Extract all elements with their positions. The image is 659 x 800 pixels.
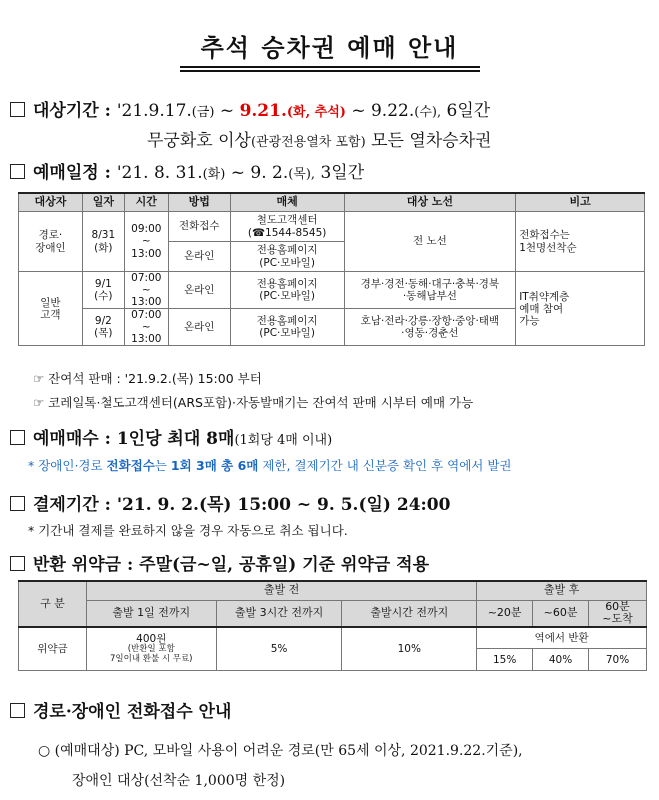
phone-booking-line2: 장애인 대상(선착순 1,000명 한정) (72, 773, 286, 789)
section-ticket-count (10, 424, 332, 449)
online-method: 온라인 (168, 272, 230, 309)
section-refund-fee (10, 550, 429, 575)
colon: : (121, 555, 140, 575)
note-part-bold: 1회 3매 총 6매 (170, 458, 259, 473)
checkbox-icon (10, 496, 25, 511)
bullet-icon: ○ (38, 743, 51, 759)
web-media: 전용홈페이지 (PC·모바일) (230, 309, 344, 346)
checkbox-icon (10, 430, 25, 445)
fee-1day (86, 627, 216, 671)
header-after-departure: 출발 후 (477, 581, 647, 600)
header-date: 일자 (82, 193, 124, 212)
max-tickets: 1인당 최대 8매 (116, 429, 235, 449)
section-booking-schedule (10, 158, 364, 183)
train-include: (관광전용열차 포함) (250, 135, 366, 150)
section-head: 결제기간 (33, 495, 99, 515)
period-start-day: (금) (191, 105, 215, 120)
note-channels: ☞ 코레일톡·철도고객센터(ARS포함)·자동발매기는 잔여석 판매 시부터 예매 가능 (33, 395, 474, 410)
schedule-start: '21. 8. 31. (116, 163, 203, 183)
section-head: 예매일정 (33, 163, 99, 183)
senior-time (124, 212, 168, 272)
colon: : (98, 101, 117, 121)
period-start: '21.9.17. (116, 101, 192, 121)
period-length: 6일간 (441, 101, 491, 121)
header-1day-before: 출발 1일 전까지 (86, 600, 216, 627)
payment-note: * 기간내 결제를 완료하지 않을 경우 자동으로 취소 됩니다. (28, 523, 348, 538)
header-time: 시간 (124, 193, 168, 212)
fee-arrival: 70% (589, 649, 647, 671)
time-start: 07:00 (131, 309, 162, 322)
header-60min: ~60분 (533, 600, 589, 627)
title-underline-2 (180, 70, 480, 72)
time-end: 13:00 (131, 247, 162, 260)
day1-date: 9/1 (수) (82, 272, 124, 309)
it-note: IT취약계층 예매 참여 가능 (516, 272, 645, 346)
header-notes: 비고 (516, 193, 645, 212)
general-cell: 일반 고객 (19, 272, 83, 346)
holiday-date: 9.21. (239, 101, 287, 121)
page-title: 추석 승차권 예매 안내 (200, 34, 459, 62)
row-fee-label: 위약금 (19, 627, 87, 671)
web-media: 전용홈페이지 (PC·모바일) (230, 242, 344, 272)
time-end: 13:00 (131, 333, 162, 346)
tilde: ~ (225, 163, 251, 183)
phone-media: 철도고객센터 (☎1544-8545) (230, 212, 344, 242)
fee-exception: (반환일 포함 7일이내 환불 시 무료) (109, 644, 193, 665)
note-part: 제한, 결제기간 내 신분증 확인 후 역에서 발권 (258, 458, 512, 473)
day1-time (124, 272, 168, 309)
time-start: 09:00 (131, 223, 162, 236)
schedule-length: 3일간 (315, 163, 365, 183)
checkbox-icon (10, 102, 25, 117)
time-end: 13:00 (131, 296, 162, 309)
fee-60min: 40% (533, 649, 589, 671)
payment-range: '21. 9. 2.(목) 15:00 ~ 9. 5.(일) 24:00 (116, 495, 451, 515)
header-60min-arrival: 60분 ~도착 (589, 600, 647, 627)
senior-cell: 경로· 장애인 (19, 212, 83, 272)
fee-departure: 10% (342, 627, 477, 671)
phone-limit-note (28, 456, 512, 474)
colon: : (98, 495, 117, 515)
time-tilde: ~ (141, 235, 151, 248)
schedule-table (18, 192, 645, 346)
period-end-day: (수), (414, 105, 442, 120)
day2-time (124, 309, 168, 346)
note-remaining-seats: ☞ 잔여석 판매 : '21.9.2.(목) 15:00 부터 (33, 371, 262, 386)
note-part: 는 (154, 458, 171, 473)
time-tilde: ~ (141, 284, 151, 297)
colon: : (98, 163, 117, 183)
train-all: 모든 열차승차권 (365, 131, 492, 151)
header-category: 구 분 (19, 581, 87, 627)
header-target: 대상자 (19, 193, 83, 212)
tilde: ~ (345, 101, 371, 121)
per-booking-limit: (1회당 4매 이내) (234, 433, 333, 448)
section-head: 반환 위약금 (33, 555, 122, 575)
online-method: 온라인 (168, 309, 230, 346)
day2-date: 9/2 (목) (82, 309, 124, 346)
refund-rule: 주말(금~일, 공휴일) 기준 위약금 적용 (139, 555, 429, 575)
colon: : (98, 429, 117, 449)
note-part: * 장애인·경로 (28, 458, 107, 473)
checkbox-icon (10, 556, 25, 571)
day1-routes: 경부·경전·동해·대구·충북·경북 ·동해남부선 (344, 272, 516, 309)
day2-routes: 호남·전라·강릉·장항·중앙·태백 ·영동·경춘선 (344, 309, 516, 346)
header-routes: 대상 노선 (344, 193, 516, 212)
section-payment-period (10, 490, 450, 515)
header-20min: ~20분 (477, 600, 533, 627)
schedule-end-day: (목), (288, 167, 316, 182)
booking-target-text: (예매대상) PC, 모바일 사용이 어려운 경로(만 65세 이상, 2021.9.22.기준), (54, 743, 523, 759)
web-media: 전용홈페이지 (PC·모바일) (230, 272, 344, 309)
section-target-period (10, 96, 490, 121)
time-start: 07:00 (131, 272, 162, 284)
header-until-departure: 출발시간 전까지 (342, 600, 477, 627)
senior-note: 전화접수는 1천명선착순 (516, 212, 645, 272)
schedule-end: 9. 2. (250, 163, 289, 183)
station-refund: 역에서 반환 (477, 627, 647, 649)
header-before-departure: 출발 전 (86, 581, 476, 600)
section-head: 예매매수 (33, 429, 99, 449)
checkbox-icon (10, 164, 25, 179)
senior-date: 8/31 (화) (82, 212, 124, 272)
section-head: 대상기간 (33, 101, 99, 121)
header-media: 매체 (230, 193, 344, 212)
fee-20min: 15% (477, 649, 533, 671)
fee-amount: 400원 (136, 633, 167, 646)
refund-table (18, 580, 647, 671)
header-3hours-before: 출발 3시간 전까지 (216, 600, 342, 627)
section-head: 경로·장애인 전화접수 안내 (33, 702, 232, 722)
note-part-bold: 전화접수 (106, 458, 155, 473)
section-target-trains (147, 126, 491, 151)
train-class: 무궁화호 이상 (147, 131, 251, 151)
tilde: ~ (214, 101, 240, 121)
online-method: 온라인 (168, 242, 230, 272)
fee-3hours: 5% (216, 627, 342, 671)
header-method: 방법 (168, 193, 230, 212)
phone-booking-line1 (38, 740, 523, 760)
title-underline (180, 66, 480, 68)
time-tilde: ~ (141, 321, 151, 334)
checkbox-icon (10, 703, 25, 718)
period-end: 9.22. (370, 101, 415, 121)
holiday-day: (화, 추석) (286, 105, 346, 120)
section-phone-booking (10, 697, 231, 722)
phone-method: 전화접수 (168, 212, 230, 242)
all-routes: 전 노선 (344, 212, 516, 272)
schedule-start-day: (화) (202, 167, 226, 182)
